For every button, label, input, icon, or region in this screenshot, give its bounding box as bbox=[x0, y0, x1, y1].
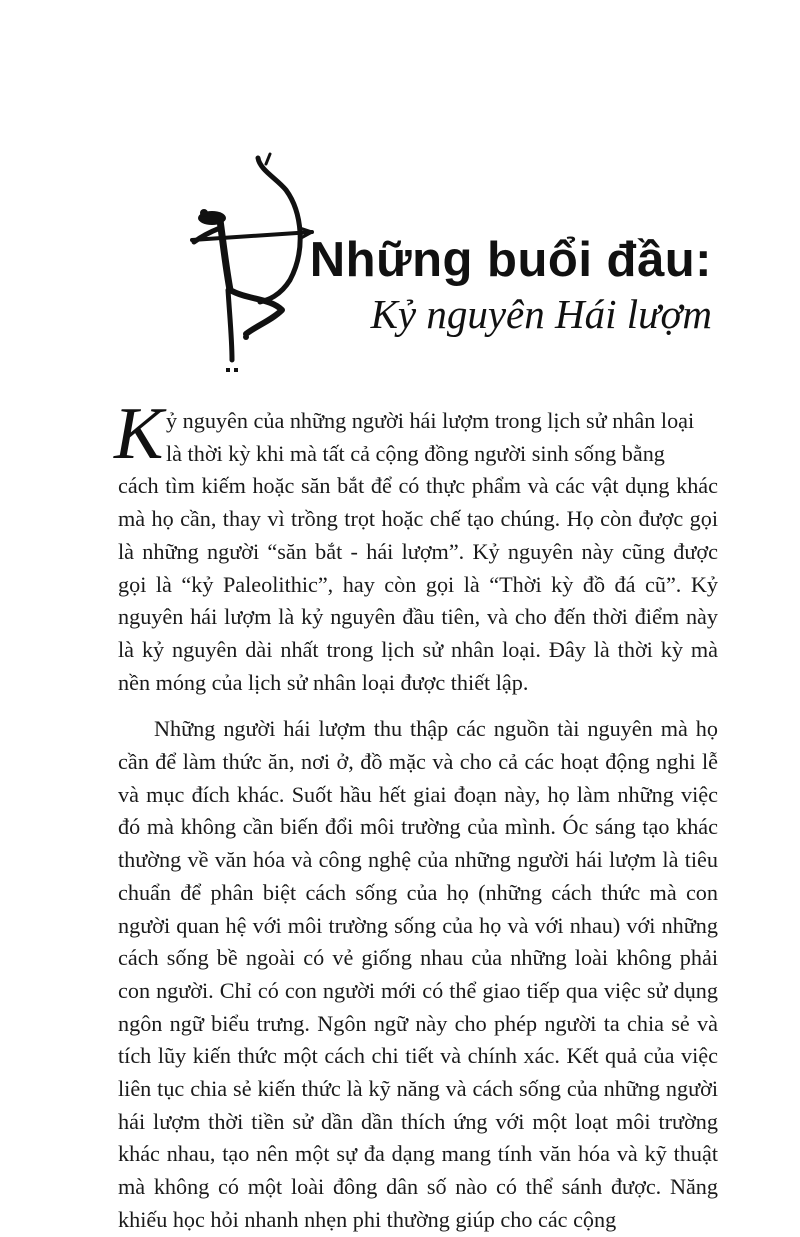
drop-cap: K bbox=[114, 393, 164, 475]
cave-painting-archer-icon bbox=[180, 150, 315, 380]
chapter-title-subtitle: Kỷ nguyên Hái lượm bbox=[370, 291, 712, 337]
paragraph-2: Những người hái lượm thu thập các nguồn tài nguyên mà họ cần để làm thức ăn, nơi ở, đồ mặc và cho cả các hoạt động nghi lễ và mục đích khác. Suốt hầu hết giai đoạn này, họ làm những việc đó mà không cần biến đổi môi trường của mình. Óc sáng tạo khác thường về văn hóa và công nghệ của những người hái lượm là tiêu chuẩn để phân biệt cách sống của họ (những cách thức mà con người quan hệ với môi trường sống của họ và với nhau) với những cách sống bề ngoài có vẻ giống nhau của những loài không phải con người. Chỉ có con người mới có thể giao tiếp qua việc sử dụng ngôn ngữ biểu trưng. Ngôn ngữ này cho phép người ta chia sẻ và tích lũy kiến thức một cách chi tiết và chính xác. Kết quả của việc liên tục chia sẻ kiến thức là kỹ năng và cách sống của những người hái lượm thời tiền sử dần dần thích ứng với một loạt môi trường khác nhau, tạo nên một sự đa dạng mang tính văn hóa và kỹ thuật mà không có một loài đông dân số nào có thể sánh được. Năng khiếu học hỏi nhanh nhẹn phi thường giúp cho các cộng bbox=[118, 716, 718, 1232]
paragraph-1-rest: cách tìm kiếm hoặc săn bắt để có thực phẩm và các vật dụng khác mà họ cần, thay vì trồng trọt hoặc chế tạo chúng. Họ còn được gọi là những người “săn bắt - hái lượm”. Kỷ nguyên này cũng được gọi là “kỷ Paleolithic”, hay còn gọi là “Thời kỳ đồ đá cũ”. Kỷ nguyên hái lượm là kỷ nguyên đầu tiên, và cho đến thời điểm này là kỷ nguyên dài nhất trong lịch sử nhân loại. Đây là thời kỳ mà nền móng của lịch sử nhân loại được thiết lập. bbox=[118, 473, 718, 695]
paragraph-1-line-2: là thời kỳ khi mà tất cả cộng đồng người sinh sống bằng bbox=[166, 440, 665, 466]
paragraph-1 bbox=[114, 393, 718, 699]
paragraph-1-line-1: ỷ nguyên của những người hái lượm trong lịch sử nhân loại bbox=[166, 408, 695, 433]
chapter-title-main: Những buổi đầu: bbox=[309, 233, 712, 287]
chapter-body bbox=[114, 393, 718, 1237]
chapter-title bbox=[310, 232, 712, 340]
